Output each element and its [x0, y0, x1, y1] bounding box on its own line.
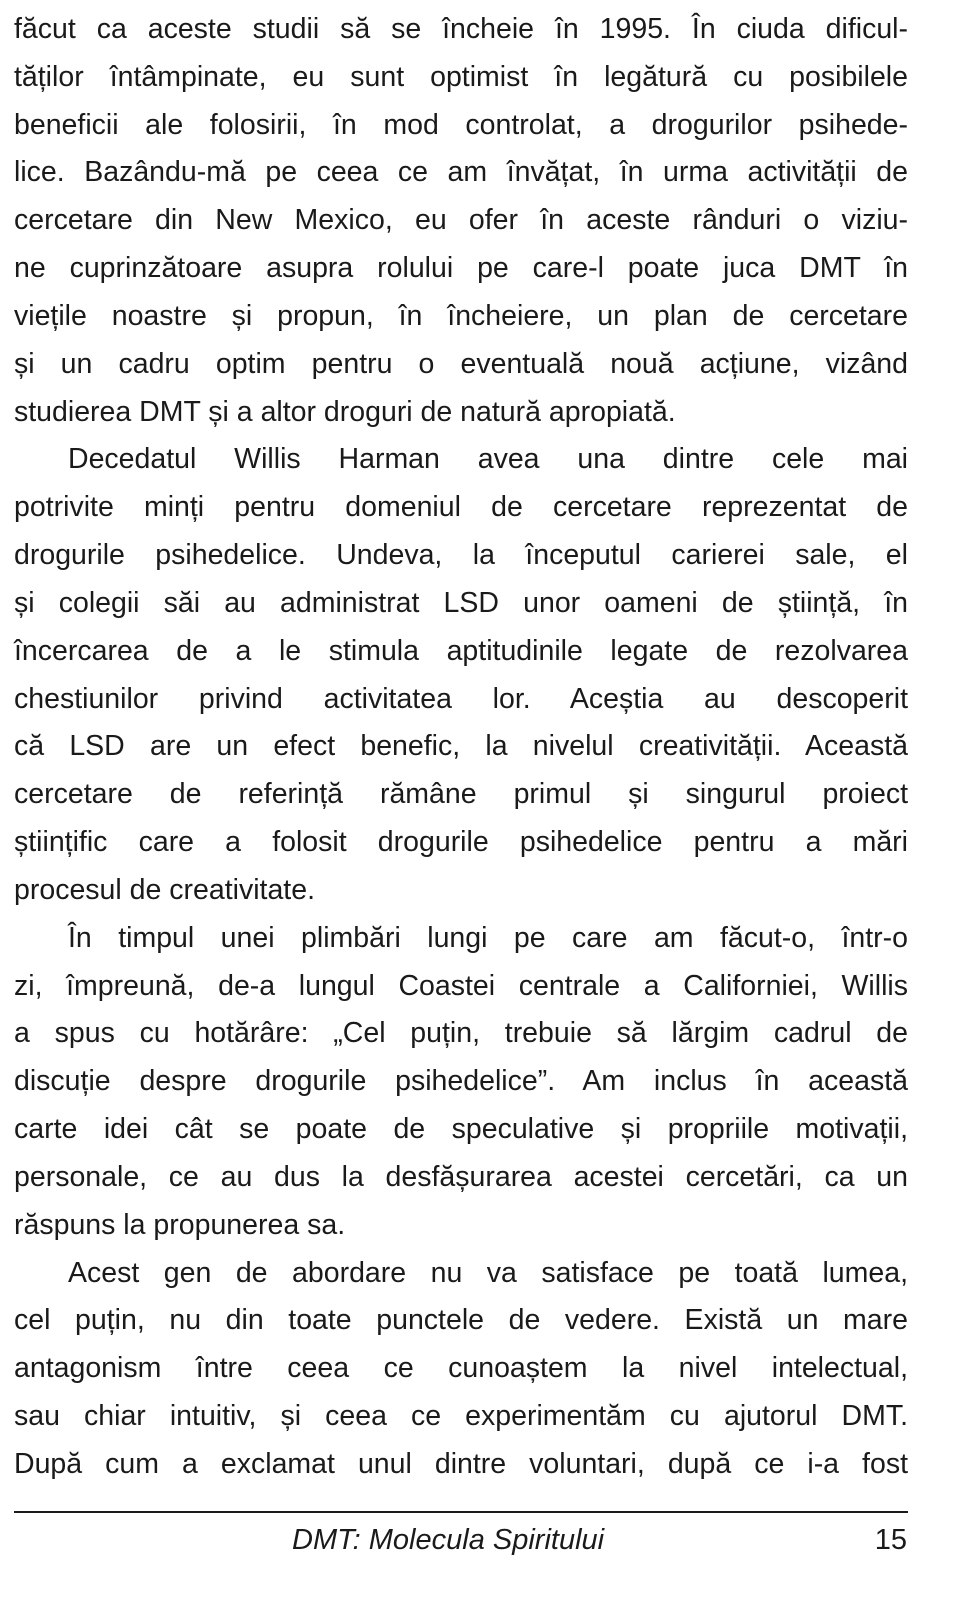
paragraph: [14, 436, 908, 914]
text-line: zi, împreună, de-a lungul Coastei centrale a Californiei, Willis: [14, 969, 908, 1002]
text-line: și un cadru optim pentru o eventuală nouă acțiune, vizând: [14, 347, 908, 380]
text-line: a spus cu hotărâre: „Cel puțin, trebuie să lărgim cadrul de: [14, 1017, 908, 1050]
text-line: chestiunilor privind activitatea lor. Aceștia au descoperit: [14, 682, 908, 715]
paragraph: [14, 1250, 908, 1489]
text-line: discuție despre drogurile psihedelice”. Am inclus în această: [14, 1065, 908, 1098]
footer-divider: [14, 1511, 908, 1513]
text-line: sau chiar intuitiv, și ceea ce experimentăm cu ajutorul DMT.: [14, 1400, 908, 1433]
text-line: drogurile psihedelice. Undeva, la începutul carierei sale, el: [14, 539, 908, 572]
text-line: După cum a exclamat unul dintre voluntari, după ce i-a fost: [14, 1447, 908, 1480]
paragraph: [14, 6, 908, 436]
running-footer-title: DMT: Molecula Spiritului: [292, 1524, 605, 1556]
text-line: făcut ca aceste studii să se încheie în 1995. În ciuda dificul-: [14, 13, 908, 45]
text-line: ne cuprinzătoare asupra rolului pe care-l poate juca DMT în: [14, 252, 908, 285]
text-line: În timpul unei plimbări lungi pe care am făcut-o, într-o: [68, 921, 908, 954]
paragraph: [14, 915, 908, 1250]
text-line: Acest gen de abordare nu va satisface pe toată lumea,: [68, 1256, 908, 1289]
text-line: studierea DMT și a altor droguri de natură apropiată.: [14, 395, 676, 428]
text-line: antagonism între ceea ce cunoaștem la nivel intelectual,: [14, 1352, 908, 1385]
text-line: cercetare de referință rămâne primul și singurul proiect: [14, 778, 908, 811]
text-line: răspuns la propunerea sa.: [14, 1208, 346, 1241]
text-line: personale, ce au dus la desfășurarea acestei cercetări, ca un: [14, 1160, 908, 1193]
body-text: [14, 6, 908, 1489]
text-line: viețile noastre și propun, în încheiere, un plan de cercetare: [14, 299, 908, 332]
text-line: potrivite minți pentru domeniul de cercetare reprezentat de: [14, 491, 908, 524]
text-line: carte idei cât se poate de speculative și propriile motivații,: [14, 1113, 908, 1146]
page-number: 15: [874, 1524, 907, 1556]
text-line: cercetare din New Mexico, eu ofer în aceste rânduri o viziu-: [14, 204, 908, 237]
text-line: cel puțin, nu din toate punctele de vedere. Există un mare: [14, 1304, 908, 1337]
text-line: încercarea de a le stimula aptitudinile legate de rezolvarea: [14, 634, 908, 667]
text-line: procesul de creativitate.: [14, 873, 315, 906]
text-line: Decedatul Willis Harman avea una dintre cele mai: [68, 443, 908, 476]
text-line: și colegii săi au administrat LSD unor oameni de știință, în: [14, 586, 908, 619]
text-line: științific care a folosit drogurile psihedelice pentru a mări: [14, 826, 908, 859]
text-line: tăților întâmpinate, eu sunt optimist în legătură cu posibilele: [14, 60, 908, 93]
text-line: că LSD are un efect benefic, la nivelul creativității. Această: [14, 730, 908, 763]
text-line: beneficii ale folosirii, în mod controlat, a drogurilor psihede-: [14, 108, 908, 141]
text-line: lice. Bazându-mă pe ceea ce am învățat, în urma activității de: [14, 156, 908, 189]
